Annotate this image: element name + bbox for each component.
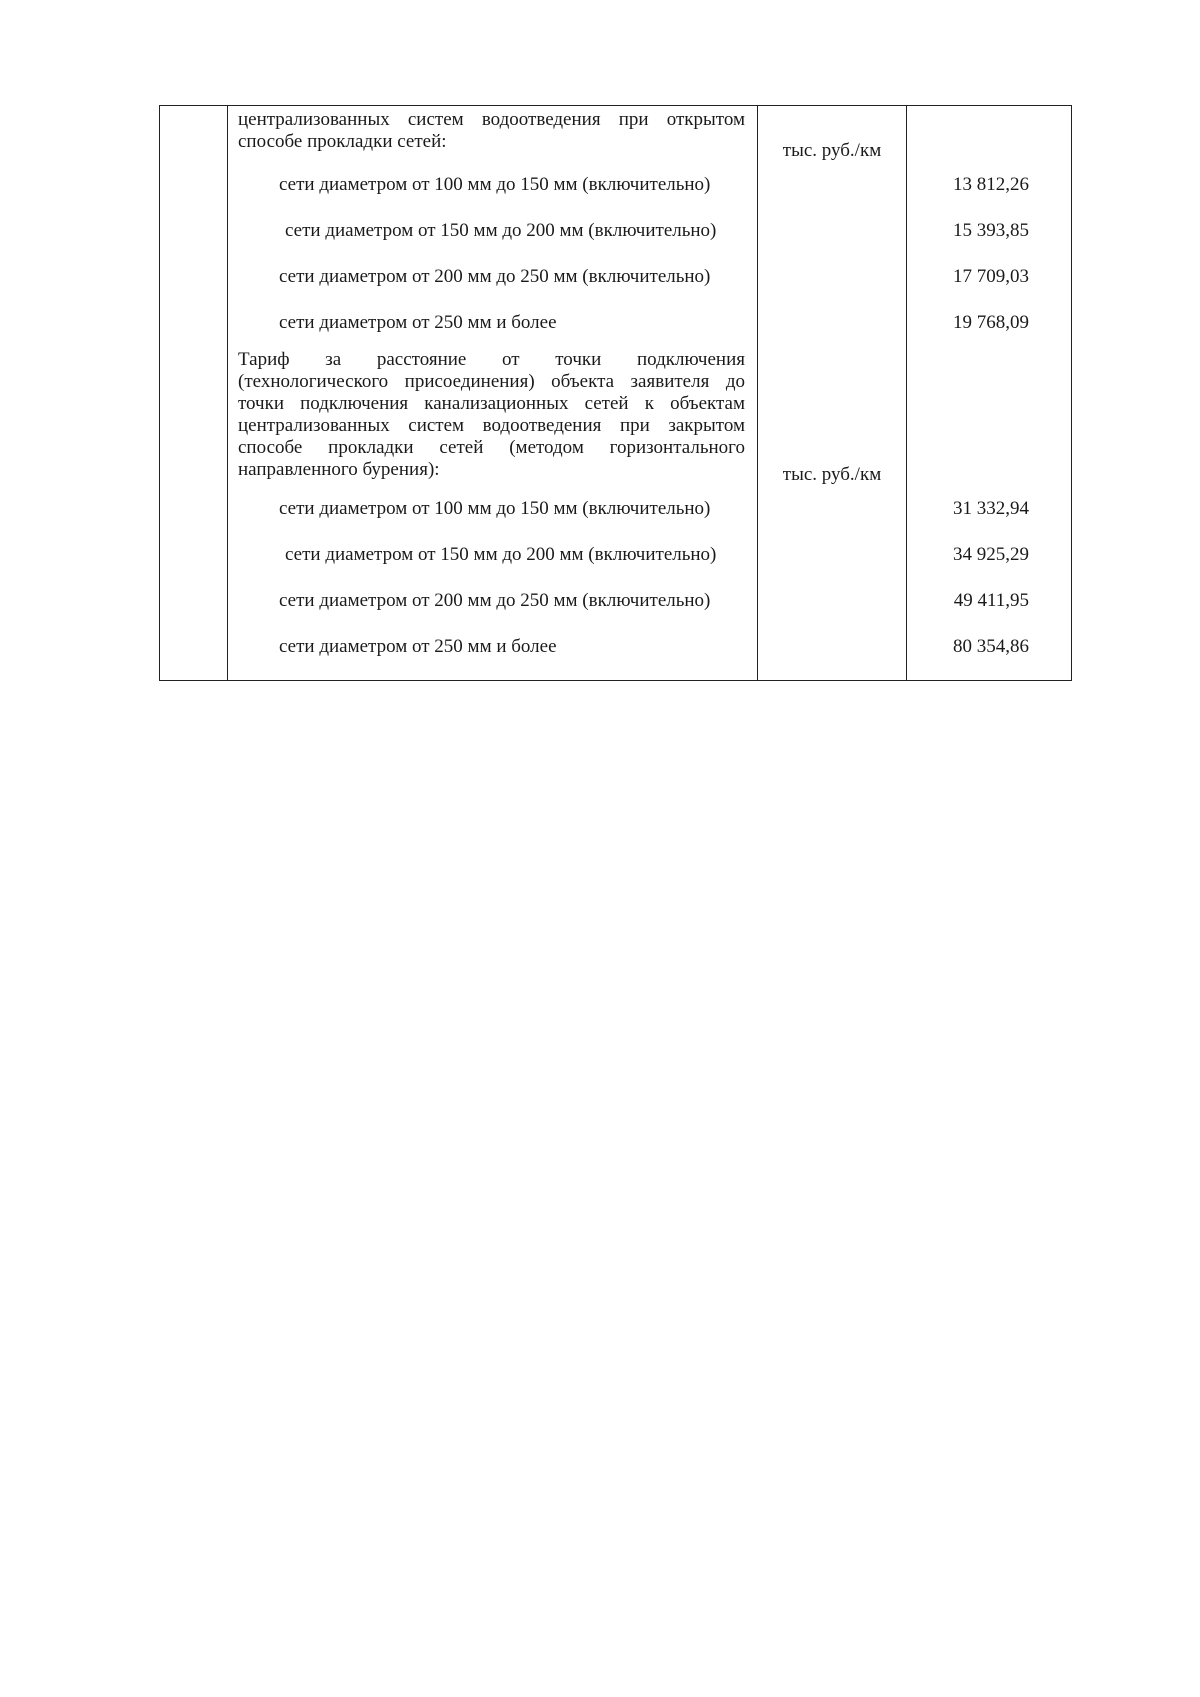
- table-row: [160, 486, 1072, 532]
- item-label: сети диаметром от 100 мм до 150 мм (включительно): [279, 174, 711, 195]
- table-row: [160, 300, 1072, 346]
- item-value: 15 393,85: [953, 220, 1029, 241]
- table-row: [160, 346, 1072, 486]
- item-value: 49 411,95: [953, 590, 1029, 611]
- item-label: сети диаметром от 100 мм до 150 мм (включительно): [279, 498, 711, 519]
- table-row: [160, 624, 1072, 670]
- table-row: [160, 578, 1072, 624]
- unit-cell: [758, 106, 907, 163]
- table-row: [160, 670, 1072, 681]
- item-label: сети диаметром от 200 мм до 250 мм (включительно): [279, 266, 711, 287]
- item-value: 17 709,03: [953, 266, 1029, 287]
- item-label: сети диаметром от 150 мм до 200 мм (включительно): [285, 220, 717, 241]
- item-label: сети диаметром от 150 мм до 200 мм (включительно): [285, 544, 717, 565]
- item-value: 19 768,09: [953, 312, 1029, 333]
- value-cell: [907, 106, 1072, 163]
- item-value: 80 354,86: [953, 636, 1029, 657]
- section-open-description: централизованных систем водоотведения при открытом способе прокладки сетей:: [238, 109, 745, 152]
- item-label: сети диаметром от 250 мм и более: [279, 636, 557, 657]
- item-value: 34 925,29: [953, 544, 1029, 565]
- section-open-unit: тыс. руб./км: [782, 140, 882, 161]
- section-closed-unit: тыс. руб./км: [782, 464, 882, 485]
- item-value: 31 332,94: [953, 498, 1029, 519]
- table-row: [160, 532, 1072, 578]
- item-label: сети диаметром от 200 мм до 250 мм (включительно): [279, 590, 711, 611]
- section-closed-description: Тариф за расстояние от точки подключения (технологического присоединения) объекта заявителя до точки подключения канализационных сетей к объектам централизованных систем водоотведения при закрытом способе прокладки сетей (методом горизонтального направленного бурения):: [238, 349, 745, 480]
- table-row: [160, 254, 1072, 300]
- item-value: 13 812,26: [953, 174, 1029, 195]
- table-row: [160, 106, 1072, 163]
- tariff-table: [159, 105, 1072, 681]
- item-label: сети диаметром от 250 мм и более: [279, 312, 557, 333]
- description-cell: [228, 106, 758, 163]
- description-cell: [228, 346, 758, 486]
- table-row: [160, 162, 1072, 208]
- table-row: [160, 208, 1072, 254]
- unit-cell: [758, 346, 907, 486]
- row-number-cell: [160, 106, 228, 163]
